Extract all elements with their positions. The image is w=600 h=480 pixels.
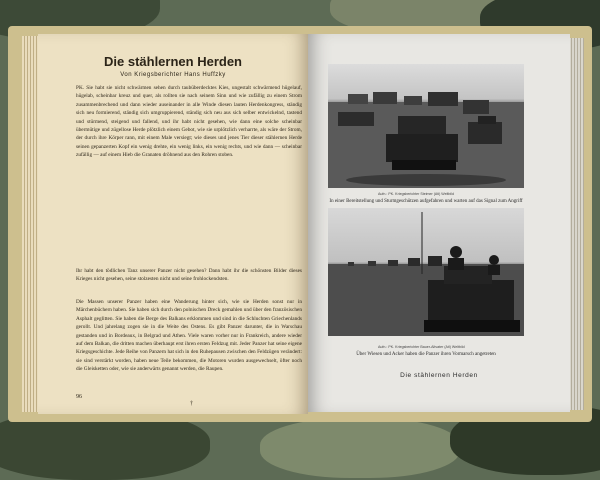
tank-crew-illustration <box>328 208 524 336</box>
camo-patch <box>260 418 460 478</box>
photo-tanks-column <box>328 64 524 188</box>
paragraph-1: PK. Sie habt sie nicht schwärmen sehen durch taubüberdecktes Kies, ungestalt schwärmend hügelauf, hügelab, scheinbar kreuz und quer, als rollten sie nach seinem Sinn und wie zufällig zu einem Strom zusammenbrechend und dann wieder auseinander in alle Winde diesen lauten Herdenkongress, ständig sich neu formierend, ständig sich umgruppierend, ständig sich neu aus sich selber entwickelnd, tastend und stürmend, steigend und fallend, und ihr habt nicht gesehen, wie dann eine solche scheinbar übermütige und zügellose Herde plötzlich einem Gebot, wie sie urplötzlich verharrte, als wäre der Strom, der durch ihre Körper rann, mit einem Male versiegt; wie dieses und jenes Tier dieser stählernen Herde seinen gepanzerten Kopf ein wenig drehte, ein wenig links, ein wenig rechts, und wie dann — scheinbar zufällig — auf einem Hieb die Granaten dröhnend aus den Rohren stoben. <box>76 85 302 159</box>
photo-caption-2: Über Wiesen und Acker haben die Panzer ihren Vormarsch angetreten <box>356 352 496 357</box>
right-page <box>308 34 570 412</box>
open-book <box>8 26 592 422</box>
photo-tank-crew <box>328 208 524 336</box>
page-number: 96 <box>76 394 82 400</box>
paragraph-3: Die Massen unserer Panzer haben eine Wanderung hinter sich, wie sie Herden sonst nur in Märchenbüchern haben. Sie haben sich durch den polnischen Dreck gemahlen und über den französischen Asphalt geglitten. Sie haben die Berge des Balkans erklommen und sind in die Schluchten Griechenlands gerollt. Und jahrelang zogen sie in die Weite des Ostens. Es gibt Panzer darunter, die in Warschau gestanden und in Bordeaux, in Belgrad und Athen. Viele waren vorher nur in Frankreich, andere wieder auf dem Balkan, die dritten machen überhaupt erst ihren ersten Feldzug mit. Jeder Panzer hat seine eigene Kriegsgeschichte. Jede Reihe von Panzern hat sich in den Ruhepausen zwischen den Feldzügen verändert: sie sind verstärkt worden, haben neue Teile bekommen, die Motoren wurden ausgewechselt, öfter noch die Gleisketten oder, wie sie anderwärts genannt werden, die Raupen. <box>76 299 302 373</box>
chapter-author: Von Kriegsberichter Hans Huffzky <box>120 72 226 78</box>
photo-credit-1: Aufn.: PK. Kriegsberichter Steimer (Atl) Weltbild <box>378 192 455 196</box>
photo-credit-2: Aufn.: PK. Kriegsberichter Bauer-Altvater (Atl) Weltbild <box>378 345 465 349</box>
ornament-dagger: † <box>190 401 193 407</box>
photo-caption-1: In einer Bereitstellung und Sturmgeschützen aufgefahren und warten auf das Signal zum Angriff <box>329 199 523 204</box>
tanks-column-illustration <box>328 64 524 188</box>
chapter-heading: Die stählernen Herden <box>104 54 242 69</box>
paragraph-2: Ihr habt den tödlichen Tanz unserer Panzer nicht gesehen? Dann habt ihr die schönsten Bilder dieses Krieges nicht gesehen, seine stolzesten nicht und seine frohlockendsten. <box>76 268 302 283</box>
running-footer: Die stählernen Herden <box>400 372 478 379</box>
left-page <box>38 34 308 414</box>
